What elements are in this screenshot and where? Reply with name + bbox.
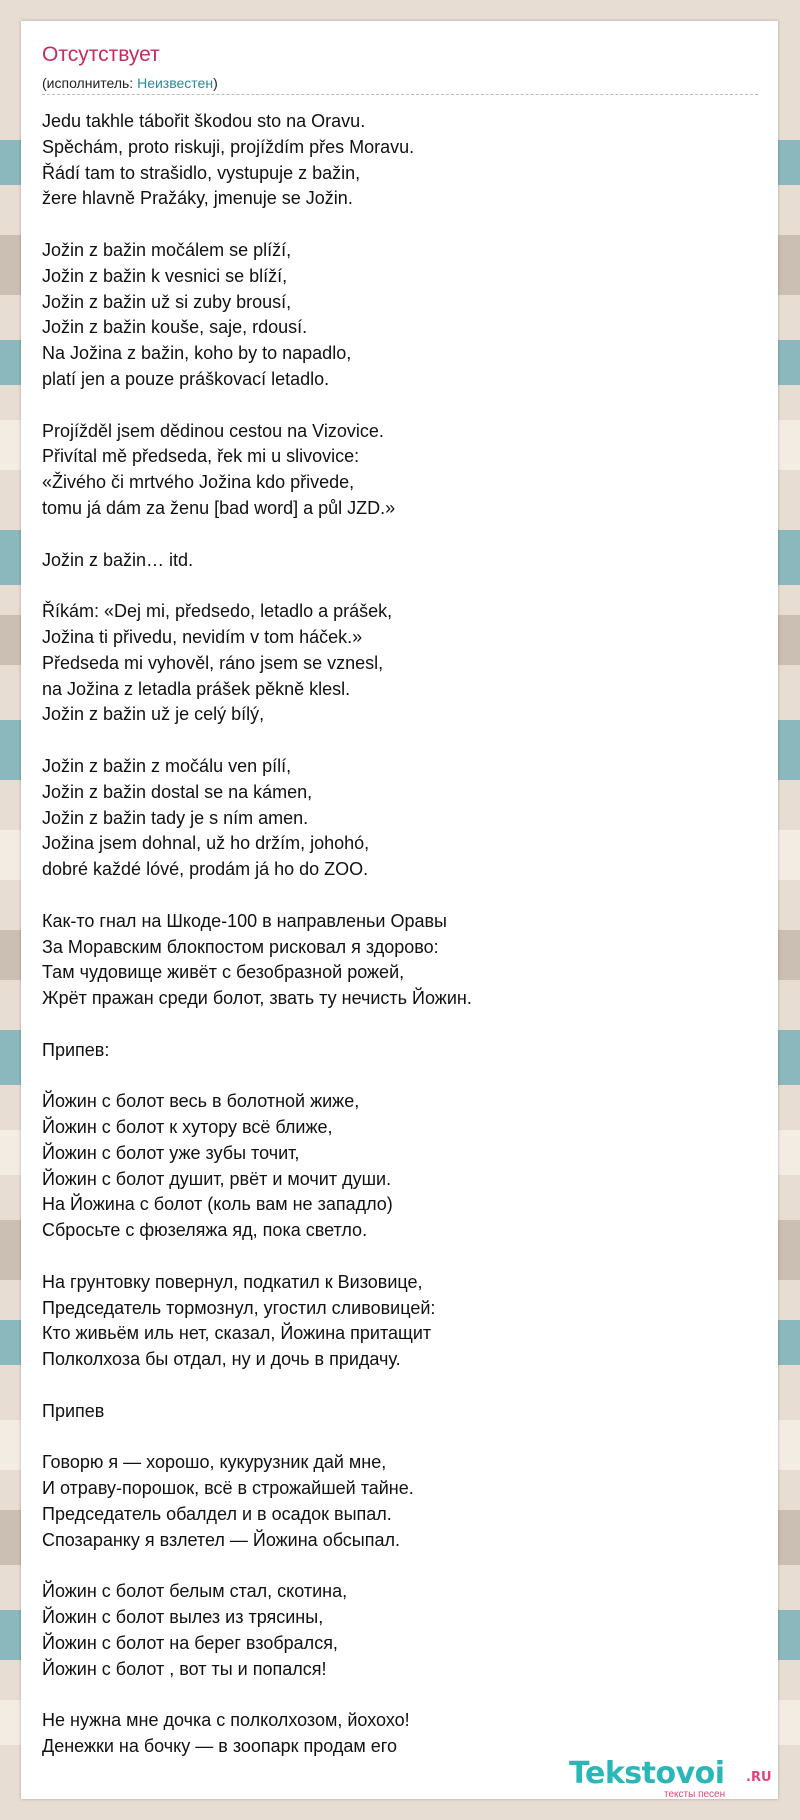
lyric-line: За Моравским блокпостом рисковал я здорово:	[42, 936, 439, 957]
lyric-line: na Jožina z letadla prášek pěkně klesl.	[42, 678, 351, 699]
lyric-line: Йожин с болот белым стал, скотина,	[42, 1581, 348, 1602]
performer-line	[42, 75, 218, 91]
logo-wordmark: Tekstovoi	[569, 1756, 725, 1791]
stanza-break	[42, 883, 762, 909]
lyric-line: Na Jožina z bažin, koho by to napadlo,	[42, 343, 352, 364]
stanza-break	[42, 1012, 762, 1038]
performer-suffix: )	[213, 75, 218, 91]
stanza-break	[42, 728, 762, 754]
lyric-line: Jožin z bažin tady je s ním amen.	[42, 807, 309, 828]
lyric-line: Йожин с болот к хутору всё ближе,	[42, 1117, 333, 1138]
lyric-line: žere hlavně Pražáky, jmenuje se Jožin.	[42, 188, 353, 209]
performer-link[interactable]: Неизвестен	[137, 75, 214, 91]
lyric-line: Йожин с болот уже зубы точит,	[42, 1142, 300, 1163]
lyric-line: Там чудовище живёт с безобразной рожей,	[42, 962, 405, 983]
lyric-line: platí jen a pouze práškovací letadlo.	[42, 368, 330, 389]
lyric-line: tomu já dám za ženu [bad word] a půl JZD.»	[42, 497, 396, 518]
lyric-line: Jožin z bažin dostal se na kámen,	[42, 781, 313, 802]
lyric-line: Jožin z bažin kouše, saje, rdousí.	[42, 317, 308, 338]
lyric-line: Как-то гнал на Шкоде-100 в направленьи Оравы	[42, 910, 447, 931]
lyric-line: Йожин с болот весь в болотной жиже,	[42, 1091, 360, 1112]
lyric-line: Председатель обалдел и в осадок выпал.	[42, 1504, 392, 1525]
lyric-line: «Živého či mrtvého Jožina kdo přivede,	[42, 472, 355, 493]
stanza-break	[42, 573, 762, 599]
lyric-line: Йожин с болот вылез из трясины,	[42, 1607, 324, 1628]
stanza-break	[42, 1063, 762, 1089]
stanza-break	[42, 1683, 762, 1709]
lyric-line: Jožin z bažin k vesnici se blíží,	[42, 265, 288, 286]
lyric-line: На Йожина с болот (коль вам не западло)	[42, 1194, 393, 1215]
lyrics-text	[42, 109, 762, 1760]
lyric-line: Jožin z bažin z močálu ven pílí,	[42, 755, 292, 776]
lyric-line: Jožin z bažin močálem se plíží,	[42, 239, 292, 260]
stanza-break	[42, 1244, 762, 1270]
lyric-line: Jožin z bažin už si zuby brousí,	[42, 291, 292, 312]
lyric-line: Йожин с болот душит, рвёт и мочит души.	[42, 1168, 392, 1189]
lyric-line: Припев	[42, 1400, 105, 1421]
lyric-line: Jožina ti přivedu, nevidím v tom háček.»	[42, 626, 363, 647]
stanza-break	[42, 1425, 762, 1451]
logo-tld: .RU	[746, 1770, 772, 1785]
lyric-line: Jožin z bažin… itd.	[42, 549, 194, 570]
lyric-line: Не нужна мне дочка с полколхозом, йохохо!	[42, 1710, 410, 1731]
lyric-line: Жрёт пражан среди болот, звать ту нечисть Йожин.	[42, 988, 472, 1009]
lyric-line: Кто живьём иль нет, сказал, Йожина притащит	[42, 1323, 432, 1344]
lyric-line: Jedu takhle tábořit škodou sto na Oravu.	[42, 111, 366, 131]
site-logo[interactable]	[569, 1756, 772, 1801]
lyric-line: Сбросьте с фюзеляжа яд, пока светло.	[42, 1220, 368, 1241]
lyric-line: Йожин с болот , вот ты и попался!	[42, 1658, 327, 1679]
lyric-line: Припев:	[42, 1039, 110, 1060]
lyric-line: Председатель тормознул, угостил сливовицей:	[42, 1297, 436, 1318]
stanza-break	[42, 1554, 762, 1580]
stanza-break	[42, 393, 762, 419]
lyric-line: Spěchám, proto riskuji, projíždím přes Moravu.	[42, 136, 415, 157]
song-title: Отсутствует	[42, 43, 160, 66]
stanza-break	[42, 1373, 762, 1399]
divider	[42, 94, 758, 95]
lyric-line: Projížděl jsem dědinou cestou na Vizovice.	[42, 420, 384, 441]
logo-subtitle: тексты песен	[664, 1789, 726, 1800]
lyric-line: Říkám: «Dej mi, předsedo, letadlo a prášek,	[42, 601, 393, 622]
lyric-line: Денежки на бочку — в зоопарк продам его	[42, 1736, 397, 1757]
performer-prefix: (исполнитель:	[42, 75, 138, 91]
lyric-line: Спозаранку я взлетел — Йожина обсыпал.	[42, 1529, 401, 1550]
stanza-break	[42, 212, 762, 238]
lyric-line: Jožin z bažin už je celý bílý,	[42, 704, 265, 725]
lyric-line: Předseda mi vyhověl, ráno jsem se vznesl,	[42, 652, 384, 673]
lyric-line: dobré každé lóvé, prodám já ho do ZOO.	[42, 859, 369, 880]
lyric-line: Полколхоза бы отдал, ну и дочь в придачу.	[42, 1349, 401, 1370]
lyric-line: И отраву-порошок, всё в строжайшей тайне.	[42, 1478, 414, 1499]
lyric-line: Говорю я — хорошо, кукурузник дай мне,	[42, 1452, 387, 1473]
lyric-line: Йожин с болот на берег взобрался,	[42, 1633, 338, 1654]
lyric-line: Jožina jsem dohnal, už ho držím, johohó,	[42, 833, 370, 854]
lyric-line: Přivítal mě předseda, řek mi u slivovice:	[42, 446, 360, 467]
lyric-line: На грунтовку повернул, подкатил к Визовице,	[42, 1271, 423, 1292]
lyrics-card	[21, 21, 778, 1799]
stanza-break	[42, 522, 762, 548]
lyric-line: Řádí tam to strašidlo, vystupuje z bažin,	[42, 162, 361, 183]
